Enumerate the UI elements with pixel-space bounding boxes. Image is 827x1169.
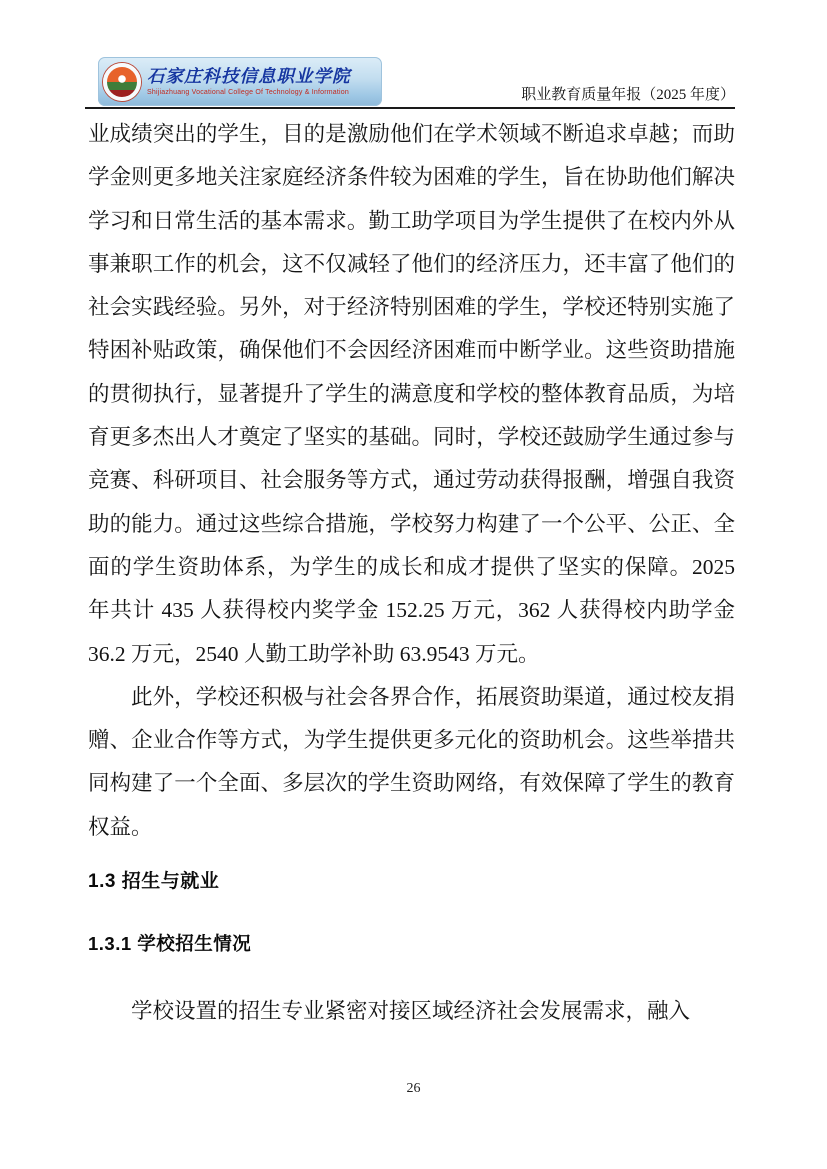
document-body: [88, 113, 735, 1033]
paragraph-student-aid: 业成绩突出的学生，目的是激励他们在学术领域不断追求卓越；而助学金则更多地关注家庭经济条件较为困难的学生，旨在协助他们解决学习和日常生活的基本需求。勤工助学项目为学生提供了在校内外从事兼职工作的机会，这不仅减轻了他们的经济压力，还丰富了他们的社会实践经验。另外，对于经济特别困难的学生，学校还特别实施了特困补贴政策，确保他们不会因经济困难而中断学业。这些资助措施的贯彻执行，显著提升了学生的满意度和学校的整体教育品质，为培育更多杰出人才奠定了坚实的基础。同时，学校还鼓励学生通过参与竞赛、科研项目、社会服务等方式，通过劳动获得报酬，增强自我资助的能力。通过这些综合措施，学校努力构建了一个公平、公正、全面的学生资助体系，为学生的成长和成才提供了坚实的保障。2025 年共计 435 人获得校内奖学金 152.25 万元，362 人获得校内助学金 36.2 万元，2540 人勤工助学补助 63.9543 万元。: [88, 122, 735, 666]
paragraph-social-cooperation: 此外，学校还积极与社会各界合作，拓展资助渠道，通过校友捐赠、企业合作等方式，为学生提供更多元化的资助机会。这些举措共同构建了一个全面、多层次的学生资助网络，有效保障了学生的教育权益。: [88, 684, 735, 839]
college-logo: [98, 57, 382, 106]
report-title: 职业教育质量年报（2025 年度）: [521, 87, 735, 103]
heading-section-enrollment-employment: 1.3 招生与就业: [88, 871, 220, 893]
college-name-chinese: 石家庄科技信息职业学院: [147, 66, 351, 87]
page-number: 26: [406, 1081, 421, 1096]
college-logo-text: [147, 67, 351, 96]
college-emblem-icon: [103, 63, 141, 101]
college-name-english: Shijiazhuang Vocational College Of Technology & Information: [147, 88, 349, 96]
header-divider: [85, 107, 735, 109]
heading-subsection-school-enrollment: 1.3.1 学校招生情况: [88, 933, 252, 955]
paragraph-enrollment-intro: 学校设置的招生专业紧密对接区域经济社会发展需求，融入: [131, 999, 691, 1024]
